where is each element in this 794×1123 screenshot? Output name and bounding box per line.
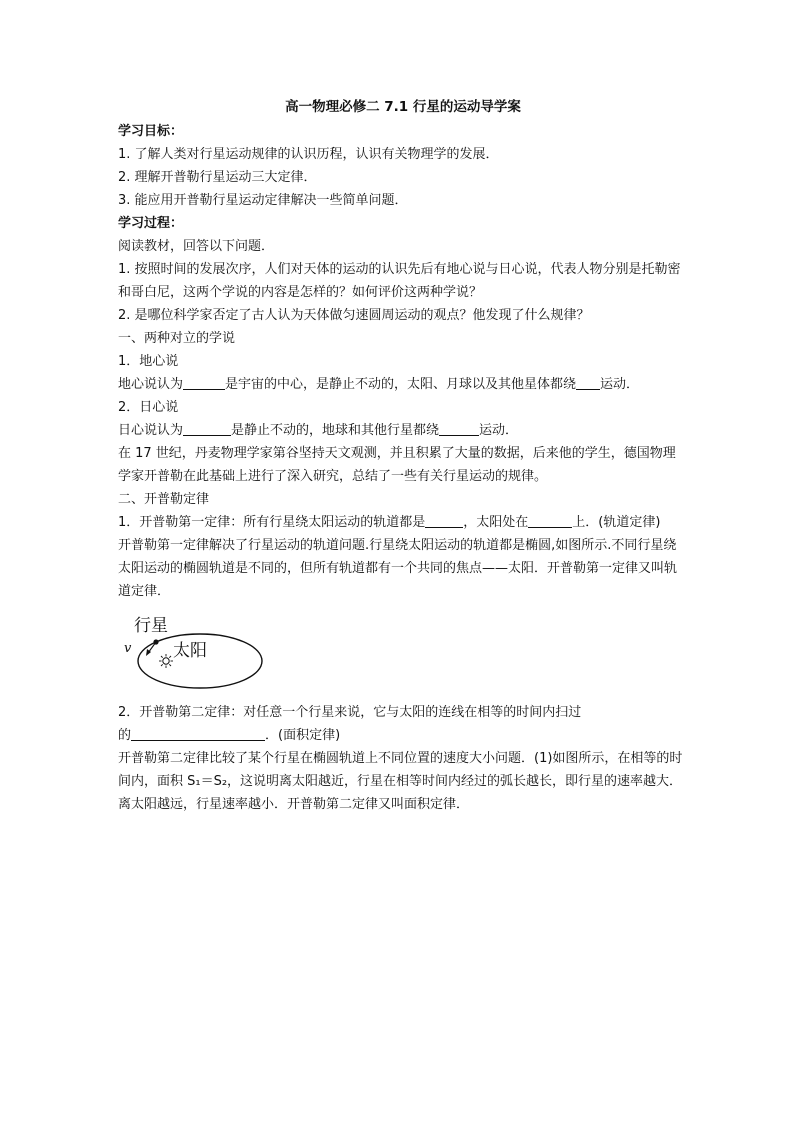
goal-item-1: 1. 了解人类对行星运动规律的认识历程，认识有关物理学的发展．	[118, 147, 499, 162]
heliocentric-title: 2．日心说	[118, 400, 179, 415]
kepler-second-law-b	[118, 724, 688, 747]
law2-explanation: 开普勒第二定律比较了某个行星在椭圆轨道上不同位置的速度大小问题．(1)如图所示，在相等的时间内，面积 S₁＝S₂，这说明离太阳越近，行星在相等时间内经过的弧长越长，即行星的速率越大．离太阳越远，行星速率越小．开普勒第二定律又叫面积定律．	[118, 751, 683, 812]
heliocentric-text-b: 是静止不动的，地球和其他行星都绕	[231, 423, 440, 438]
orbit-figure	[118, 613, 688, 697]
page-title: 高一物理必修二 7.1 行星的运动导学案	[285, 99, 521, 115]
heliocentric-text-c: 运动．	[479, 423, 519, 438]
law2-text-c: ．(面积定律)	[265, 728, 341, 743]
planet-label: 行星	[134, 616, 168, 636]
law2-text-b: 的	[118, 728, 132, 743]
section2-heading: 二、开普勒定律	[118, 492, 210, 507]
answer-blank[interactable]	[528, 513, 572, 528]
geocentric-statement	[118, 373, 688, 396]
process-heading: 学习过程：	[118, 216, 184, 231]
question-2: 2. 是哪位科学家否定了古人认为天体做匀速圆周运动的观点？他发现了什么规律？	[118, 308, 590, 323]
heliocentric-text-a: 日心说认为	[118, 423, 184, 438]
section1-heading: 一、两种对立的学说	[118, 331, 236, 346]
answer-blank[interactable]	[131, 726, 265, 741]
process-intro: 阅读教材，回答以下问题．	[118, 239, 275, 254]
kepler-second-law-a: 2．开普勒第二定律：对任意一个行星来说，它与太阳的连线在相等的时间内扫过	[118, 705, 582, 720]
answer-blank[interactable]	[183, 421, 231, 436]
geocentric-text-b: 是宇宙的中心，是静止不动的，太阳、月球以及其他星体都绕	[225, 377, 577, 392]
heliocentric-statement	[118, 419, 688, 442]
law1-text-c: 上．(轨道定律)	[572, 515, 661, 530]
goal-item-3: 3. 能应用开普勒行星运动定律解决一些简单问题．	[118, 193, 408, 208]
answer-blank[interactable]	[425, 513, 463, 528]
history-paragraph: 在 17 世纪，丹麦物理学家第谷坚持天文观测，并且积累了大量的数据，后来他的学生，德国物理学家开普勒在此基础上进行了深入研究，总结了一些有关行星运动的规律。	[118, 446, 676, 484]
answer-blank[interactable]	[183, 375, 225, 390]
geocentric-text-a: 地心说认为	[118, 377, 184, 392]
kepler-first-law	[118, 511, 688, 534]
sun-label: 太阳	[173, 641, 207, 661]
geocentric-title: 1．地心说	[118, 354, 179, 369]
velocity-label: v	[124, 641, 132, 656]
question-1: 1. 按照时间的发展次序，人们对天体的运动的认识先后有地心说与日心说，代表人物分别是托勒密和哥白尼，这两个学说的内容是怎样的？如何评价这两种学说？	[118, 262, 681, 300]
goal-item-2: 2. 理解开普勒行星运动三大定律．	[118, 170, 317, 185]
goals-heading: 学习目标：	[118, 124, 184, 139]
geocentric-text-c: 运动．	[600, 377, 640, 392]
law1-text-a: 1．开普勒第一定律：所有行星绕太阳运动的轨道都是	[118, 515, 426, 530]
worksheet-page	[118, 96, 688, 816]
law1-explanation: 开普勒第一定律解决了行星运动的轨道问题.行星绕太阳运动的轨道都是椭圆,如图所示.不同行星绕太阳运动的椭圆轨道是不同的，但所有轨道都有一个共同的焦点——太阳．开普勒第一定律又叫轨道定律．	[118, 538, 678, 599]
answer-blank[interactable]	[439, 421, 479, 436]
answer-blank[interactable]	[576, 375, 600, 390]
law1-text-b: ，太阳处在	[463, 515, 529, 530]
